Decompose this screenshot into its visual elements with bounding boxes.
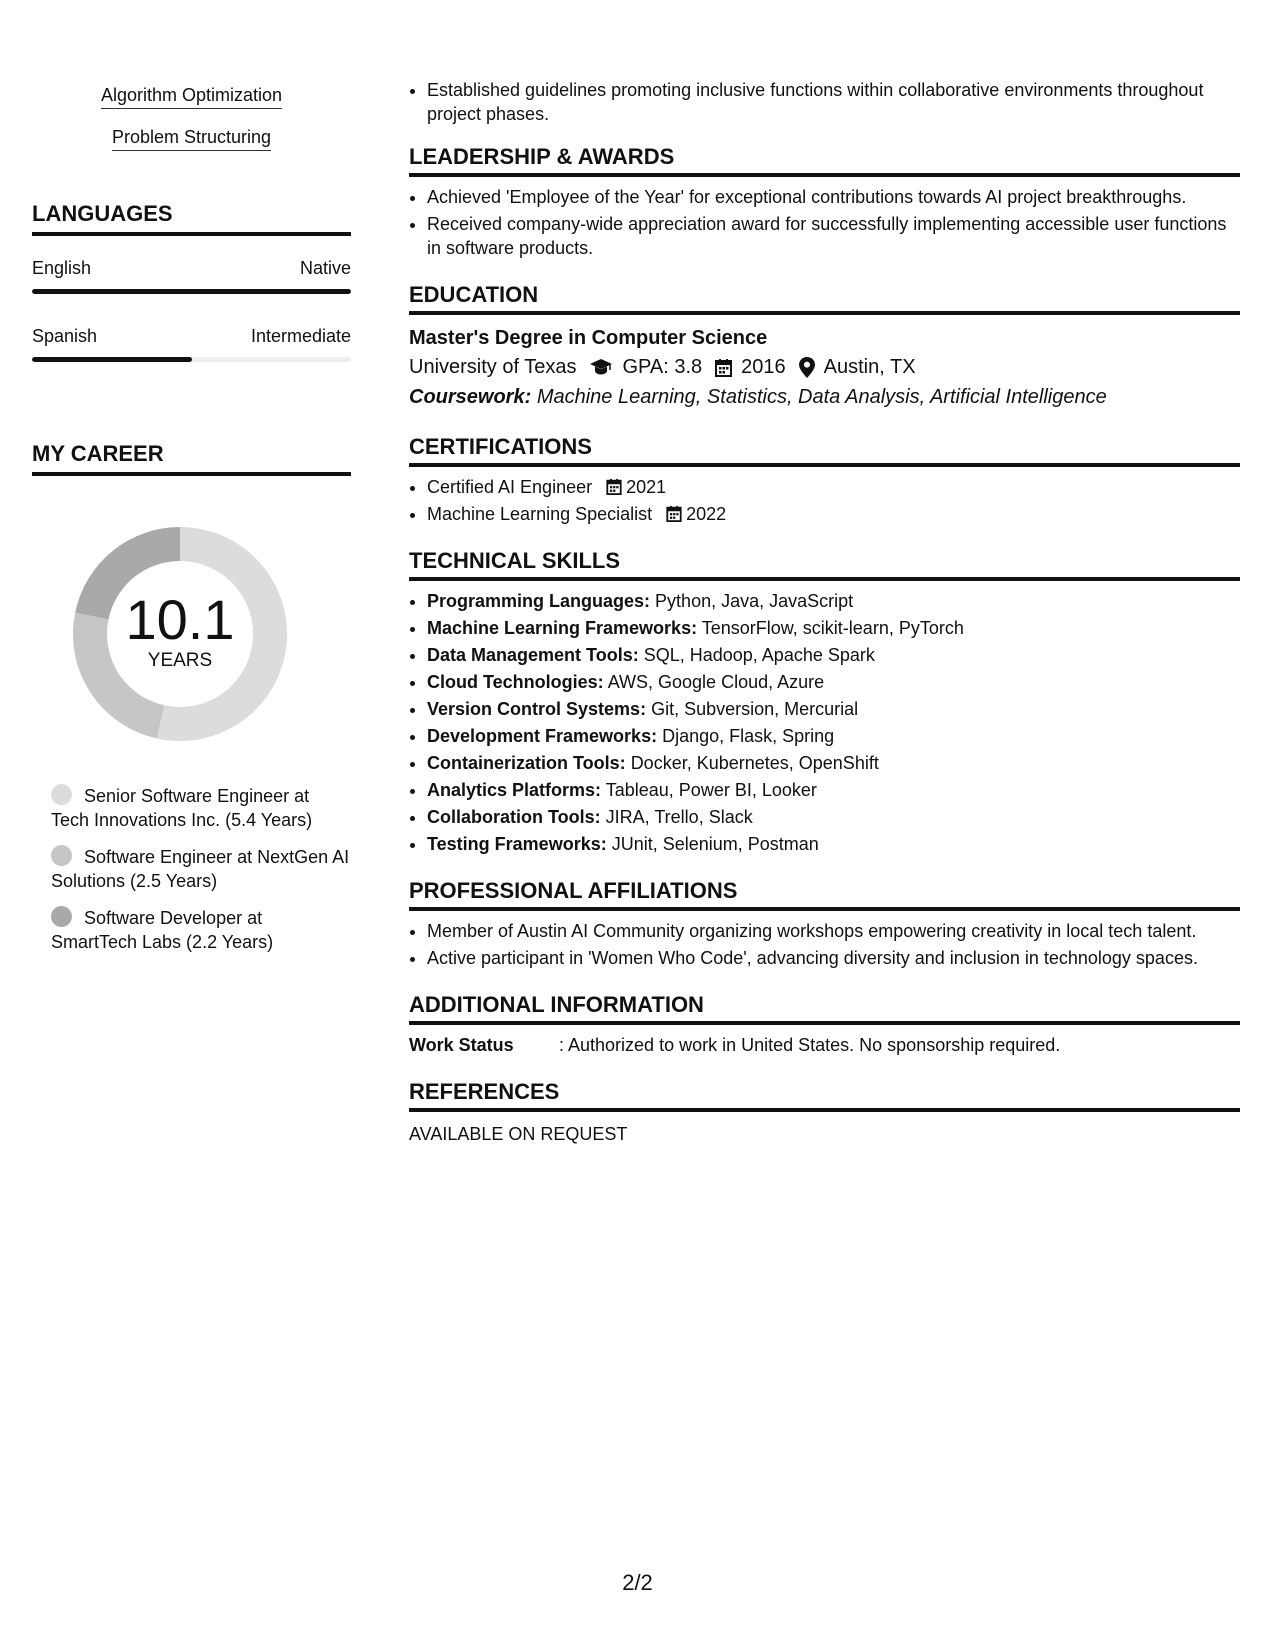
work-status-value: : Authorized to work in United States. No sponsorship required.: [559, 1035, 1061, 1055]
career-heading: MY CAREER: [32, 439, 351, 476]
certification-year: 2022: [686, 504, 727, 524]
calendar-icon: [666, 505, 682, 522]
skill-values: Git, Subversion, Mercurial: [651, 699, 859, 719]
skill-values: Django, Flask, Spring: [662, 726, 835, 746]
strength-tag: Problem Structuring: [112, 126, 271, 151]
languages-heading: LANGUAGES: [32, 199, 351, 236]
language-name: Spanish: [32, 326, 98, 346]
skill-item: [427, 805, 1240, 829]
career-legend-item: [51, 845, 351, 893]
strength-tag: Algorithm Optimization: [101, 84, 282, 109]
education-section: [409, 280, 1240, 412]
career-role: Senior Software Engineer at Tech Innovations Inc. (5.4 Years): [51, 786, 313, 830]
coursework-label: Coursework:: [409, 386, 532, 408]
languages-section: [32, 199, 351, 362]
calendar-icon: [606, 478, 622, 495]
list-item: • Member of Austin AI Community organizing workshops empowering creativity in local tech talent.: [427, 919, 1240, 943]
skill-values: Docker, Kubernetes, OpenShift: [630, 753, 879, 773]
leadership-section: [409, 142, 1240, 260]
skill-category: Programming Languages:: [427, 591, 651, 611]
skill-values: SQL, Hadoop, Apache Spark: [643, 645, 875, 665]
language-level: Intermediate: [250, 326, 351, 346]
graduation-cap-icon: [589, 358, 613, 376]
certification-year: 2021: [626, 477, 667, 497]
list-item: • Established guidelines promoting inclusive functions within collaborative environments throughout project phases.: [427, 78, 1240, 126]
language-proficiency-fill: [32, 289, 351, 294]
additional-info-section: [409, 990, 1240, 1057]
technical-skills-heading: TECHNICAL SKILLS: [409, 546, 1240, 581]
language-level: Native: [299, 258, 351, 278]
language-row: [32, 325, 351, 362]
career-legend-item: [51, 906, 351, 954]
language-proficiency-fill: [32, 357, 192, 362]
skill-values: AWS, Google Cloud, Azure: [607, 672, 825, 692]
career-legend-item: [51, 784, 351, 832]
skill-item: [427, 778, 1240, 802]
career-role: Software Developer at SmartTech Labs (2.2 Years): [51, 908, 274, 952]
career-donut-chart: [66, 520, 294, 748]
certification-item: [427, 475, 1240, 499]
affiliations-section: [409, 876, 1240, 970]
certification-name: Certified AI Engineer: [427, 477, 593, 497]
career-years-unit: YEARS: [147, 650, 213, 671]
language-row: [32, 257, 351, 294]
legend-swatch: [51, 906, 72, 927]
graduation-year: 2016: [741, 356, 786, 378]
work-status-label: Work Status: [409, 1035, 514, 1055]
references-section: [409, 1077, 1240, 1146]
education-heading: EDUCATION: [409, 280, 1240, 315]
education-location: Austin, TX: [823, 356, 916, 378]
skill-category: Containerization Tools:: [427, 753, 626, 773]
skill-item: [427, 616, 1240, 640]
skill-values: JUnit, Selenium, Postman: [611, 834, 819, 854]
experience-bullets: [409, 78, 1240, 126]
skill-category: Collaboration Tools:: [427, 807, 601, 827]
language-proficiency-bar: [32, 357, 351, 362]
skill-category: Version Control Systems:: [427, 699, 647, 719]
skill-values: Tableau, Power BI, Looker: [605, 780, 817, 800]
legend-swatch: [51, 845, 72, 866]
skill-values: Python, Java, JavaScript: [655, 591, 854, 611]
skill-item: [427, 832, 1240, 856]
coursework-list: Machine Learning, Statistics, Data Analysis, Artificial Intelligence: [536, 386, 1107, 408]
additional-info-heading: ADDITIONAL INFORMATION: [409, 990, 1240, 1025]
skill-category: Machine Learning Frameworks:: [427, 618, 698, 638]
degree-title: Master's Degree in Computer Science: [409, 327, 768, 349]
career-section: [32, 439, 351, 954]
legend-swatch: [51, 784, 72, 805]
skill-item: [427, 670, 1240, 694]
sidebar: [32, 84, 351, 967]
list-item: • Achieved 'Employee of the Year' for exceptional contributions towards AI project breakthroughs.: [427, 185, 1240, 209]
references-heading: REFERENCES: [409, 1077, 1240, 1112]
education-meta: [409, 352, 1240, 382]
references-text: AVAILABLE ON REQUEST: [409, 1124, 628, 1144]
skill-category: Cloud Technologies:: [427, 672, 604, 692]
certifications-section: [409, 432, 1240, 526]
main-column: [409, 78, 1240, 1166]
skill-item: [427, 589, 1240, 613]
coursework: [409, 382, 1240, 412]
leadership-heading: LEADERSHIP & AWARDS: [409, 142, 1240, 177]
technical-skills-section: [409, 546, 1240, 856]
gpa: GPA: 3.8: [622, 356, 703, 378]
list-item: • Received company-wide appreciation award for successfully implementing accessible user functions in software products.: [427, 212, 1240, 260]
skill-item: [427, 697, 1240, 721]
skill-category: Testing Frameworks:: [427, 834, 607, 854]
skill-values: TensorFlow, scikit-learn, PyTorch: [701, 618, 964, 638]
career-legend: [51, 784, 351, 954]
calendar-icon: [715, 358, 732, 377]
page-number: 2/2: [622, 1570, 653, 1595]
skill-values: JIRA, Trello, Slack: [605, 807, 753, 827]
skill-item: [427, 751, 1240, 775]
school-name: University of Texas: [409, 356, 577, 378]
language-name: English: [32, 258, 92, 278]
map-pin-icon: [799, 357, 815, 378]
career-total-years: 10.1: [125, 588, 235, 651]
skill-item: [427, 643, 1240, 667]
language-proficiency-bar: [32, 289, 351, 294]
work-status-row: [409, 1033, 1240, 1057]
skill-category: Data Management Tools:: [427, 645, 639, 665]
skill-category: Analytics Platforms:: [427, 780, 602, 800]
strengths-list: [32, 84, 351, 151]
career-role: Software Engineer at NextGen AI Solutions (2.5 Years): [51, 847, 350, 891]
certifications-heading: CERTIFICATIONS: [409, 432, 1240, 467]
skill-category: Development Frameworks:: [427, 726, 658, 746]
certification-name: Machine Learning Specialist: [427, 504, 653, 524]
affiliations-heading: PROFESSIONAL AFFILIATIONS: [409, 876, 1240, 911]
skill-item: [427, 724, 1240, 748]
list-item: • Active participant in 'Women Who Code', advancing diversity and inclusion in technology spaces.: [427, 946, 1240, 970]
certification-item: [427, 502, 1240, 526]
